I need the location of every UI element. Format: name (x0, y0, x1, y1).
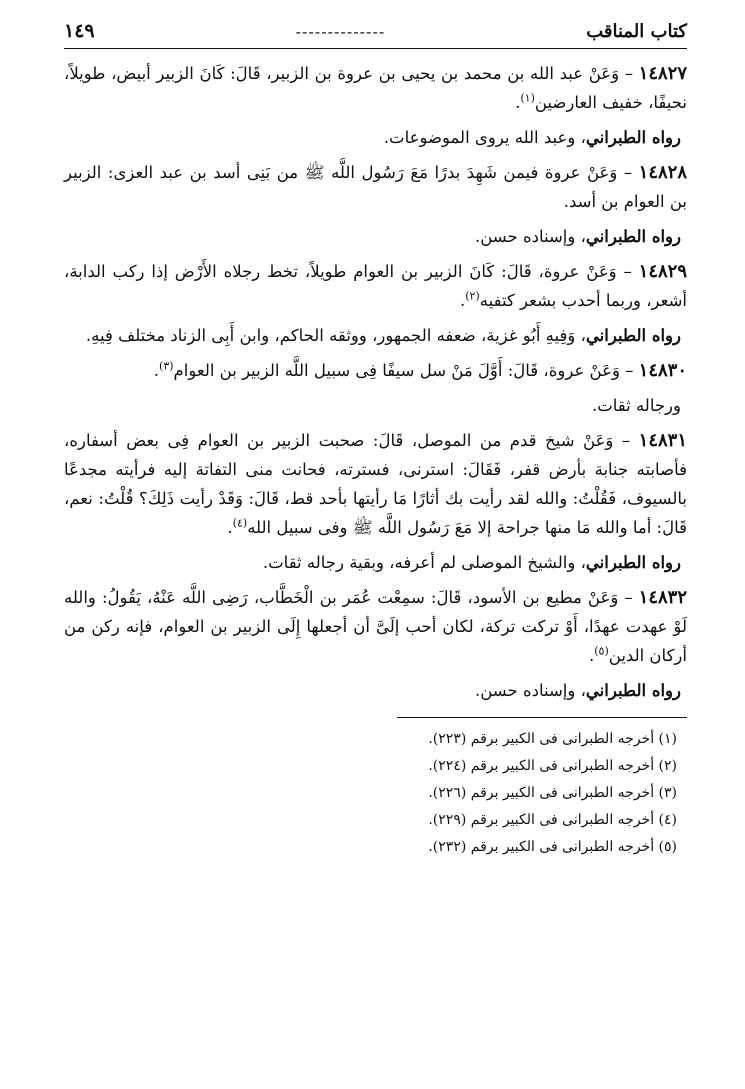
footnote-4: (٤) أخرجه الطبرانى فى الكبير برقم (٢٢٩). (428, 812, 677, 828)
hadith-text: – وَعَنْ شيخ قدم من الموصل، قَالَ: صحبت الزبير بن العوام فِى بعض أسفاره، فأصابته جنابة بأرض قفر، فَقَالَ: استرنى، فسترته، فحانت منى التفاتة إليه فرأيته مجدعًا بالسيوف، فَقُلْتُ: والله لقد رأيت بك أثارًا مَا رأيتها بأحد قط، قَالَ: وَقَدْ رأيت ذَلِكَ؟ قُلْتُ: نعم، قَالَ: أما والله مَا منها جراحة إلا مَعَ رَسُول اللَّه ﷺ وفى سبيل الله (64, 431, 687, 537)
hadith-number: ١٤٨٣٢ (638, 587, 687, 608)
source-label: رواه الطبراني (585, 227, 681, 246)
hadith-14830 (64, 356, 687, 385)
header-rule: -------------- (295, 21, 386, 41)
hadith-end: . (153, 361, 160, 380)
hadith-text: – وَعَنْ عروة فيمن شَهِدَ بدرًا مَعَ رَسُول اللَّه ﷺ من بَنِى أسد بن عبد العزى: الزبير بن العوام بن أسد. (64, 163, 687, 211)
footnote-3: (٣) أخرجه الطبرانى فى الكبير برقم (٢٢٦). (428, 785, 677, 801)
grading-14827 (64, 123, 687, 152)
hadith-text: – وَعَنْ عبد الله بن محمد بن يحيى بن عروة بن الزبير، قَالَ: كَانَ الزبير أبيض، طويلاً، نحيفًا، خفيف العارضين (64, 64, 687, 112)
hadith-14827 (64, 59, 687, 117)
source-label: رواه الطبراني (585, 553, 681, 572)
footnote-divider (397, 717, 687, 718)
footnote-ref: (٣) (159, 359, 174, 373)
hadith-text: – وَعَنْ مطيع بن الأسود، قَالَ: سمِعْت عُمَر بن الْخَطَّاب، رَضِى اللَّه عَنْهُ، يَقُولُ: والله لَوْ عهدت عهدًا، أَوْ تركت تركة، لكان أحب إلَىَّ أن أجعلها إِلَى الزبير بن العوام، فإنه ركن من أركان الدين (64, 588, 687, 665)
grading-text: ورجاله ثقات. (591, 396, 681, 415)
grading-text: ، والشيخ الموصلى لم أعرفه، وبقية رجاله ثقات. (262, 553, 586, 572)
source-label: رواه الطبراني (585, 128, 681, 147)
footnote-ref: (٥) (594, 644, 609, 658)
hadith-14832 (64, 583, 687, 670)
page-number: ١٤٩ (64, 20, 95, 42)
page-body (64, 59, 687, 705)
hadith-end: . (227, 518, 233, 537)
footnote-2: (٢) أخرجه الطبرانى فى الكبير برقم (٢٢٤). (428, 758, 677, 774)
grading-14832 (64, 676, 687, 705)
footnotes (64, 726, 687, 861)
footnote-5: (٥) أخرجه الطبرانى فى الكبير برقم (٢٣٢). (428, 839, 677, 855)
hadith-text: – وَعَنْ عروة، قَالَ: أَوَّلَ مَنْ سل سيفًا فِى سبيل اللَّه الزبير بن العوام (173, 361, 634, 380)
hadith-end: . (515, 93, 521, 112)
grading-text: ، وعبد الله يروى الموضوعات. (383, 128, 586, 147)
grading-14830 (64, 391, 687, 420)
hadith-number: ١٤٨٢٧ (638, 63, 687, 84)
footnote-ref: (٤) (232, 516, 248, 530)
hadith-number: ١٤٨٢٩ (638, 261, 687, 282)
hadith-text: – وَعَنْ عروة، قَالَ: كَانَ الزبير بن العوام طويلاً، تخط رجلاه الأَرْض إذا ركب الدابة، أشعر، وربما أحدب بشعر كتفيه (64, 262, 687, 310)
page-header (64, 14, 687, 49)
footnote-ref: (١) (520, 91, 535, 105)
hadith-number: ١٤٨٣٠ (638, 360, 687, 381)
source-label: رواه الطبراني (585, 681, 681, 700)
grading-14831 (64, 548, 687, 577)
source-label: رواه الطبراني (585, 326, 681, 345)
grading-text: ، وإسناده حسن. (475, 227, 586, 246)
footnote-ref: (٢) (465, 289, 480, 303)
hadith-number: ١٤٨٣١ (638, 430, 687, 451)
hadith-end: . (460, 291, 466, 310)
grading-14829 (64, 321, 687, 350)
hadith-14831 (64, 426, 687, 542)
grading-14828 (64, 222, 687, 251)
hadith-14828 (64, 158, 687, 216)
grading-text: ، وإسناده حسن. (475, 681, 586, 700)
hadith-14829 (64, 257, 687, 315)
grading-text: ، وَفِيهِ أَبُو غزية، ضعفه الجمهور، ووثقه الحاكم، وابن أَبِى الزناد مختلف فِيهِ. (85, 326, 586, 345)
book-title: كتاب المناقب (586, 20, 687, 42)
hadith-number: ١٤٨٢٨ (638, 162, 688, 183)
footnote-1: (١) أخرجه الطبرانى فى الكبير برقم (٢٢٣). (428, 731, 677, 747)
hadith-end: . (589, 646, 595, 665)
